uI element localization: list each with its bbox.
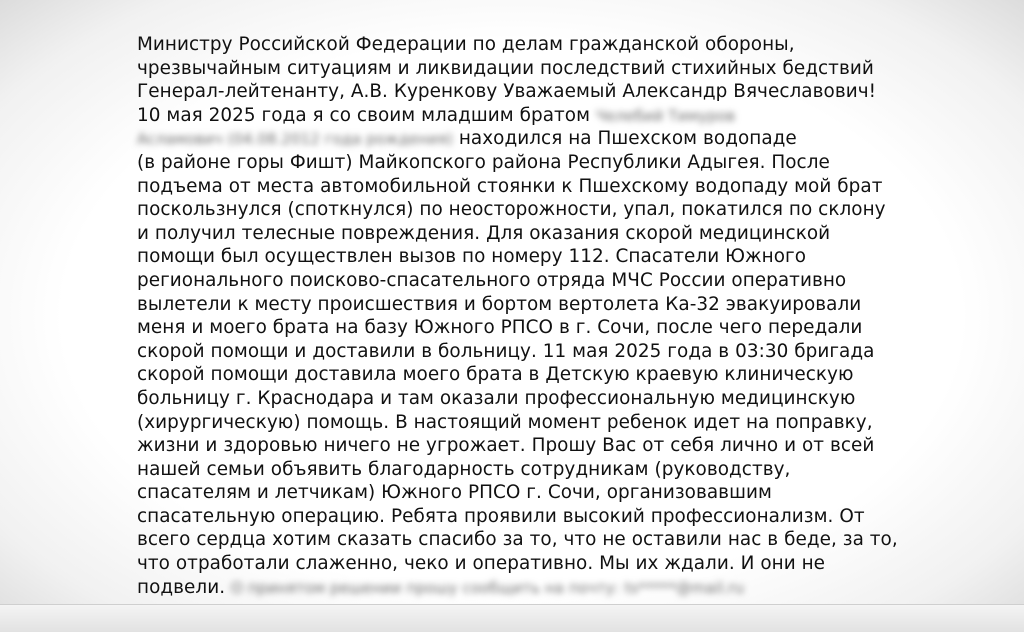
text-line: поскользнулся (споткнулся) по неосторожности, упал, покатился по склону — [137, 199, 886, 221]
letter-body — [137, 33, 927, 599]
text-line: Министру Российской Федерации по делам гражданской обороны, — [137, 34, 795, 55]
text-line: (в районе горы Фишт) Майкопского района Республики Адыгея. После — [137, 151, 830, 173]
text-line: Генерал-лейтенанту, А.В. Куренкову Уважаемый Александр Вячеславович! — [137, 81, 877, 103]
text-line: помощи был осуществлен вызов по номеру 112. Спасатели Южного — [137, 246, 807, 268]
text-line: вылетели к месту происшествия и бортом вертолета Ка-32 эвакуировали — [137, 293, 862, 315]
bottom-edge — [0, 604, 1024, 632]
text-line: спасательную операцию. Ребята проявили высокий профессионализм. От — [137, 505, 865, 527]
redacted-name: Челебий Тимуров — [595, 106, 736, 125]
text-line: скорой помощи доставила моего брата в Детскую краевую клиническую — [137, 364, 854, 386]
text-line: жизни и здоровью ничего не угрожает. Прошу Вас от себя лично и от всей — [137, 435, 875, 457]
text-line: скорой помощи и доставили в больницу. 11 мая 2025 года в 03:30 бригада — [137, 340, 875, 362]
text-line: что отработали слаженно, чеко и оперативно. Мы их ждали. И они не — [137, 553, 826, 575]
text-line: Асламович (04.08.2012 года рождения) находился на Пшехском водопаде — [137, 128, 797, 150]
text-line: спасателям и летчикам) Южного РПСО г. Сочи, организовавшим — [137, 482, 772, 504]
text-line: подвели. О принятом решении прошу сообщить на почту: ts*****@mail.ru — [137, 576, 927, 600]
text-line: меня и моего брата на базу Южного РПСО в г. Сочи, после чего передали — [137, 317, 863, 339]
text-line: и получил телесные повреждения. Для оказания скорой медицинской — [137, 222, 831, 244]
text-line: 10 мая 2025 года я со своим младшим братом Челебий Тимуров — [137, 104, 736, 126]
text-line: нашей семьи объявить благодарность сотрудникам (руководству, — [137, 458, 791, 480]
redacted-contact: О принятом решении прошу сообщить на почту: ts*****@mail.ru — [231, 578, 745, 597]
text-line: больницу г. Краснодара и там оказали профессиональную медицинскую — [137, 387, 856, 409]
text-line: чрезвычайным ситуациям и ликвидации последствий стихийных бедствий — [137, 57, 874, 79]
text-line: (хирургическую) помощь. В настоящий момент ребенок идет на поправку, — [137, 411, 873, 433]
text-line: регионального поисково-спасательного отряда МЧС России оперативно — [137, 269, 847, 291]
text-line: всего сердца хотим сказать спасибо за то, что не оставили нас в беде, за то, — [137, 529, 898, 551]
redacted-birthdate: Асламович (04.08.2012 года рождения) — [137, 130, 453, 149]
text-line: подъема от места автомобильной стоянки к Пшехскому водопаду мой брат — [137, 175, 883, 197]
